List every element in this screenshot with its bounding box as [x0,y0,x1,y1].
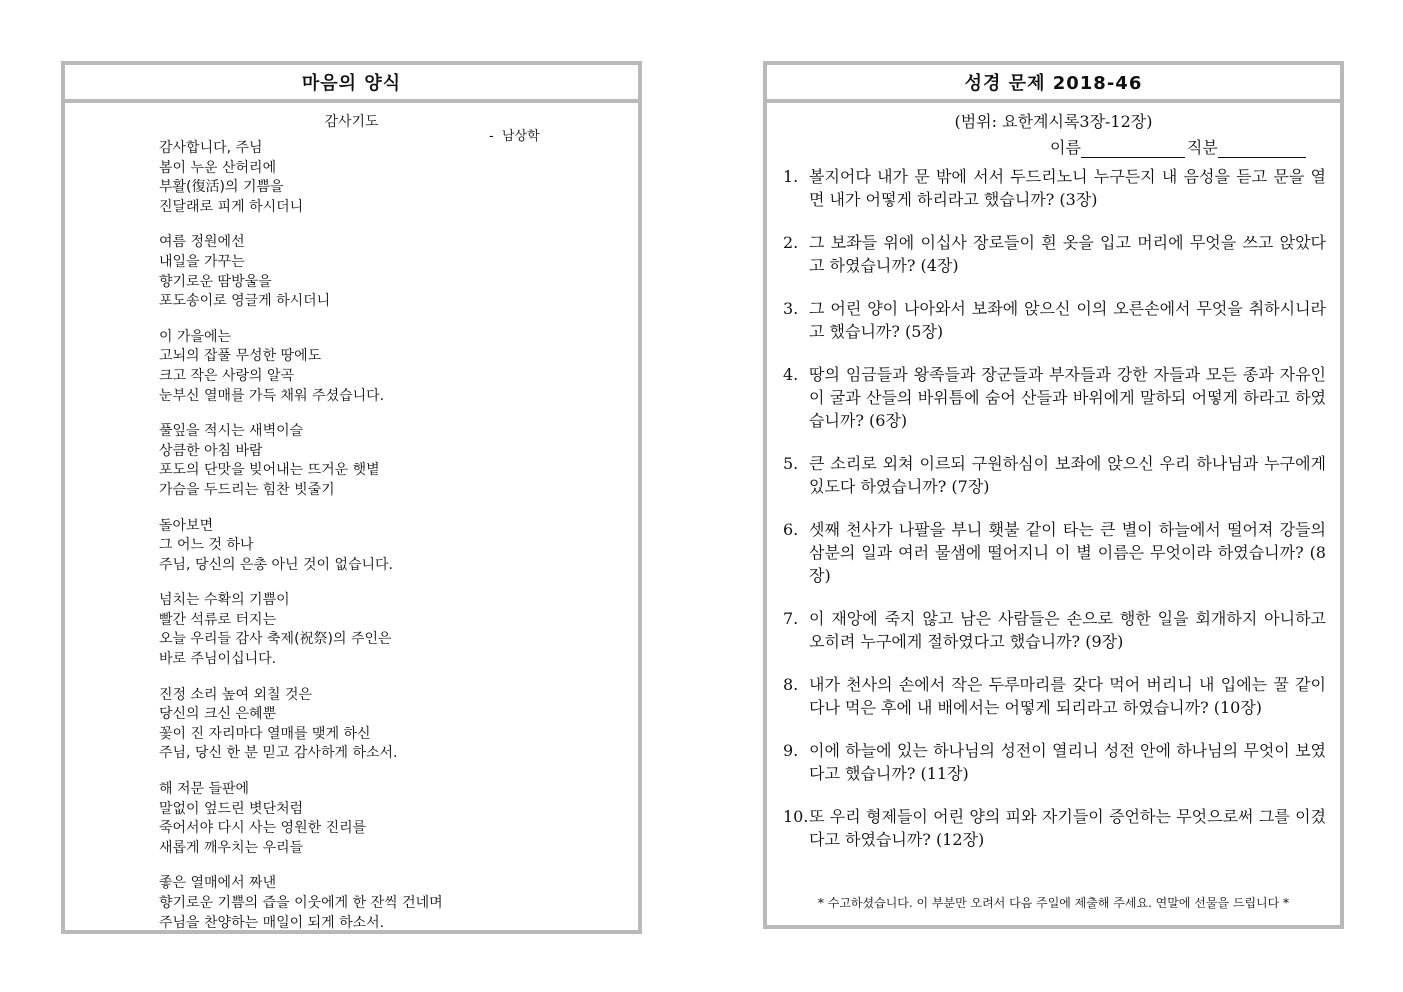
question-list [783,165,1326,871]
poem-line: 내일을 가꾸는 [159,253,245,270]
question-number: 6. [783,520,799,539]
quiz-range: (범위: 요한계시록3장-12장) [954,112,1153,131]
poem-line: 바로 주님이십니다. [159,651,277,668]
quiz-name-row [1050,135,1306,158]
question-text: 땅의 임금들과 왕족들과 장군들과 부자들과 강한 자들과 모든 종과 자유인이 굴과 산들의 바위틈에 숨어 산들과 바위에게 말하되 어떻게 하라고 하였습니까? (6장) [809,365,1326,430]
bible-quiz-panel [763,61,1344,929]
question-text: 또 우리 형제들이 어린 양의 피와 자기들이 증언하는 무엇으로써 그를 이겼다고 하였습니까? (12장) [809,807,1326,849]
question-text: 큰 소리로 외쳐 이르되 구원하심이 보좌에 앉으신 우리 하나님과 누구에게 있도다 하였습니까? (7장) [809,454,1326,496]
name-blank[interactable] [1081,139,1185,158]
poem-line: 진정 소리 높여 외칠 것은 [159,686,313,703]
poem-line: 포도의 단맛을 빚어내는 뜨거운 햇볕 [159,462,380,479]
poem-line: 주님, 당신의 은총 아닌 것이 없습니다. [159,556,394,573]
poem-line: 고뇌의 잡풀 무성한 땅에도 [159,348,322,365]
quiz-question [783,363,1326,432]
question-number: 1. [783,167,799,186]
poem-line: 해 저문 들판에 [159,781,250,798]
question-number: 3. [783,299,799,318]
poem-stanza [159,422,629,500]
quiz-question [783,452,1326,498]
poem-line: 그 어느 것 하나 [159,537,254,554]
poem-line: 포도송이로 영글게 하시더니 [159,293,331,310]
poem-line: 풀잎을 적시는 새벽이슬 [159,423,304,440]
poem-stanza [159,328,629,406]
question-text: 내가 천사의 손에서 작은 두루마리를 갖다 먹어 버리니 내 입에는 꿀 같이 다나 먹은 후에 내 배에서는 어떻게 되리라고 하였습니까? (10장) [809,675,1326,717]
poem-line: 크고 작은 사랑의 알곡 [159,367,295,384]
poem-line: 이 가을에는 [159,328,232,345]
quiz-question [783,231,1326,277]
poem-line: 부활(復活)의 기쁨을 [159,179,284,196]
poem-line: 감사합니다, 주님 [159,140,263,156]
quiz-question [783,297,1326,343]
poem-line: 빨간 석류로 터지는 [159,611,277,628]
poem-title: 감사기도 [324,114,379,130]
poem-line: 주님, 당신 한 분 믿고 감사하게 하소서. [159,745,398,762]
question-text: 그 어린 양이 나아와서 보좌에 앉으신 이의 오른손에서 무엇을 취하시니라고 했습니까? (5장) [809,299,1326,341]
poem-stanza [159,517,629,576]
poem-stanza [159,139,629,217]
poem-line: 주님을 찬양하는 매일이 되게 하소서. [159,914,385,931]
poem-body [159,139,629,949]
poem-line: 꽃이 진 자리마다 열매를 맺게 하신 [159,725,371,742]
question-number: 8. [783,675,799,694]
quiz-question [783,739,1326,785]
poem-stanza [159,233,629,311]
quiz-question [783,165,1326,211]
question-number: 7. [783,609,799,628]
poem-line: 향기로운 기쁨의 즙을 이웃에게 한 잔씩 건네며 [159,895,443,911]
quiz-question [783,518,1326,587]
poem-line: 눈부신 열매를 가득 채워 주셨습니다. [159,387,385,404]
poem-line: 돌아보면 [159,517,214,534]
poem-stanza [159,874,629,933]
quiz-question [783,607,1326,653]
poem-stanza [159,780,629,858]
poem-panel-header: 마음의 양식 [65,65,638,103]
question-number: 2. [783,233,799,252]
poem-line: 진달래로 피게 하시더니 [159,198,304,215]
question-number: 4. [783,365,799,384]
poem-line: 상큼한 아침 바람 [159,442,263,459]
question-text: 이 재앙에 죽지 않고 남은 사람들은 손으로 행한 일을 회개하지 아니하고 오히려 누구에게 절하였다고 했습니까? (9장) [809,609,1326,651]
poem-author: - 남상학 [489,129,540,144]
poem-line: 가슴을 두드리는 힘찬 빗줄기 [159,481,335,498]
poem-line: 봄이 누운 산허리에 [159,159,277,176]
poem-line: 향기로운 땀방울을 [159,273,272,290]
quiz-question [783,805,1326,851]
poem-line: 좋은 열매에서 짜낸 [159,875,277,892]
poem-line: 당신의 크신 은혜뿐 [159,706,277,723]
question-text: 셋째 천사가 나팔을 부니 횃불 같이 타는 큰 별이 하늘에서 떨어져 강들의 삼분의 일과 여러 물샘에 떨어지니 이 별 이름은 무엇이라 하였습니까? (8장) [809,520,1326,585]
poem-stanza [159,591,629,669]
position-blank[interactable] [1218,139,1306,158]
quiz-panel-header: 성경 문제 2018-46 [767,65,1340,103]
poem-line: 죽어서야 다시 사는 영원한 진리를 [159,820,367,837]
poem-stanza [159,686,629,764]
quiz-footer-note: * 수고하셨습니다. 이 부분만 오려서 다음 주일에 제출해 주세요. 연말에 선물을 드립니다 * [817,896,1290,910]
question-text: 이에 하늘에 있는 하나님의 성전이 열리니 성전 안에 하나님의 무엇이 보였다고 했습니까? (11장) [809,741,1326,783]
position-label: 직분 [1186,138,1218,157]
name-label: 이름 [1050,138,1081,157]
question-number: 9. [783,741,799,760]
poem-panel [61,61,642,934]
poem-line: 오늘 우리들 감사 축제(祝祭)의 주인은 [159,631,392,648]
quiz-question [783,673,1326,719]
poem-line: 넘치는 수확의 기쁨이 [159,592,290,609]
question-number: 5. [783,454,799,473]
poem-line: 말없이 엎드린 볏단처럼 [159,800,304,817]
poem-line: 새롭게 깨우치는 우리들 [159,839,304,856]
question-text: 볼지어다 내가 문 밖에 서서 두드리노니 누구든지 내 음성을 듣고 문을 열면 내가 어떻게 하리라고 했습니까? (3장) [809,167,1326,209]
question-text: 그 보좌들 위에 이십사 장로들이 흰 옷을 입고 머리에 무엇을 쓰고 앉았다고 하였습니까? (4장) [809,233,1326,275]
question-number: 10. [783,807,809,826]
poem-line: 여름 정원에선 [159,234,245,251]
